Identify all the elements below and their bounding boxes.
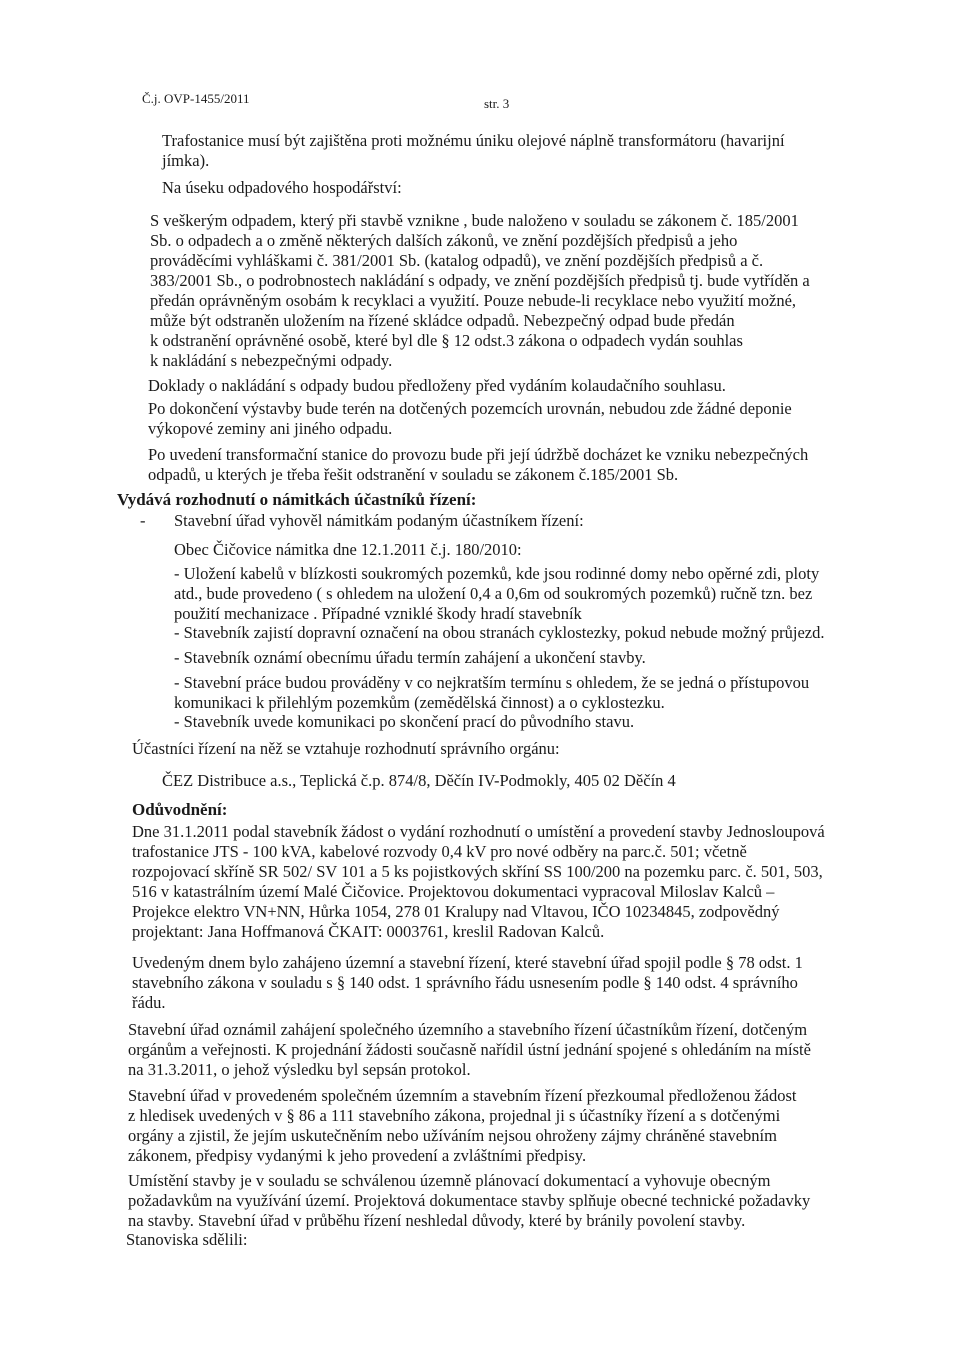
text-line: Po uvedení transformační stanice do provozu bude při její údržbě docházet ke vzniku nebezpečných xyxy=(148,445,809,464)
text-line: Uvedeným dnem bylo zahájeno územní a stavební řízení, které stavební úřad spojil podle § 78 odst. 1 xyxy=(132,953,803,972)
text-line: Účastníci řízení na něž se vztahuje rozhodnutí správního orgánu: xyxy=(132,739,560,758)
text-line: prováděcími vyhláškami č. 381/2001 Sb. (katalog odpadů), ve znění pozdějších předpisů a č. xyxy=(150,251,764,270)
text-line: Stavební úřad v provedeném společném územním a stavebním řízení přezkoumal předloženou žádost xyxy=(128,1086,797,1105)
text-line: rozpojovací skříně SR 502/ SV 101 a 5 ks pojistkových skříní SS 100/200 na pozemku parc. č. 501, 503, xyxy=(132,862,823,881)
objection-item-restore-road xyxy=(174,712,634,732)
paragraph-documents xyxy=(148,376,726,396)
text-line: - Stavebník oznámí obecnímu úřadu termín zahájení a ukončení stavby. xyxy=(174,648,646,667)
objection-item-cables xyxy=(174,564,819,624)
heading-justification: Odůvodnění: xyxy=(132,800,228,819)
text-line: 383/2001 Sb., o podrobnostech nakládání s odpady, ve znění pozdějších předpisů tj. bude vytříděn a xyxy=(150,271,810,290)
objection-item-works-duration xyxy=(174,673,809,713)
text-line: Obec Čičovice námitka dne 12.1.2011 č.j. 180/2010: xyxy=(174,540,522,559)
list-dash: - xyxy=(140,511,146,530)
paragraph-compliance xyxy=(128,1171,810,1231)
text-line: atd., bude provedeno ( s ohledem na uložení 0,4 a 0,6m od soukromých pozemků) ručně tzn. bez xyxy=(174,584,813,603)
paragraph-proceedings-started xyxy=(132,953,803,1013)
page-number: str. 3 xyxy=(484,96,510,111)
text-line: Po dokončení výstavby bude terén na dotčených pozemcích urovnán, nebudou zde žádné deponie xyxy=(148,399,792,418)
text-line: Projekce elektro VN+NN, Hůrka 1054, 278 01 Kralupy nad Vltavou, IČO 10234845, zodpovědný xyxy=(132,902,780,921)
text-line: 516 v katastrálním území Malé Čičovice. Projektovou dokumentaci vypracoval Miloslav Kalců – xyxy=(132,882,775,901)
text-line: Dne 31.1.2011 podal stavebník žádost o vydání rozhodnutí o umístění a provedení stavby Jednosloupová xyxy=(132,822,825,841)
text-line: řádu. xyxy=(132,993,166,1012)
text-line: předán oprávněným osobám k recyklaci a využití. Pouze nebude-li recyklace nebo využití možné, xyxy=(150,291,797,310)
text-line: na stavby. Stavební úřad v průběhu řízení neshledal důvody, které by bránily povolení stavby. xyxy=(128,1211,746,1230)
objection-item-notify-dates xyxy=(174,648,646,668)
paragraph-review xyxy=(128,1086,796,1166)
text-line: komunikaci k přilehlým pozemkům (zemědělská činnost) a o cyklostezku. xyxy=(174,693,665,712)
text-line: použití mechanizace . Případné vzniklé škody hradí stavebník xyxy=(174,604,582,623)
text-line: Stanoviska sdělili: xyxy=(126,1230,248,1249)
paragraph-municipality-objection xyxy=(174,540,522,560)
text-line: Doklady o nakládání s odpady budou předloženy před vydáním kolaudačního souhlasu. xyxy=(148,376,726,395)
heading-objections: Vydává rozhodnutí o námitkách účastníků řízení: xyxy=(117,490,477,509)
text-line: - Stavebník zajistí dopravní označení na obou stranách cyklostezky, pokud nebude možný průjezd. xyxy=(174,623,825,642)
text-line: - Uložení kabelů v blízkosti soukromých pozemků, kde jsou rodinné domy nebo opěrné zdi, ploty xyxy=(174,564,820,583)
text-line: orgánům a veřejnosti. K projednání žádosti současně nařídil ústní jednání spojené s ohledáním na místě xyxy=(128,1040,811,1059)
text-line: k nakládání s nebezpečnými odpady. xyxy=(150,351,393,370)
paragraph-application xyxy=(132,822,825,942)
text-line: - Stavební práce budou prováděny v co nejkratším termínu s ohledem, že se jedná o přístupovou xyxy=(174,673,810,692)
text-line: z hledisek uvedených v § 86 a 111 stavebního zákona, projednal ji s účastníky řízení a s dotčenými xyxy=(128,1106,781,1125)
paragraph-notification xyxy=(128,1020,811,1080)
paragraph-objections-intro xyxy=(174,511,584,531)
text-line: - Stavebník uvede komunikaci po skončení prací do původního stavu. xyxy=(174,712,635,731)
text-line: projektant: Jana Hoffmanová ČKAIT: 0003761, kreslil Radovan Kalců. xyxy=(132,922,605,941)
text-line: Na úseku odpadového hospodářství: xyxy=(162,178,402,197)
paragraph-waste xyxy=(150,211,810,371)
paragraph-after-completion xyxy=(148,399,792,439)
text-line: může být odstraněn uložením na řízené skládce odpadů. Nebezpečný odpad bude předán xyxy=(150,311,735,330)
text-line: S veškerým odpadem, který při stavbě vznikne , bude naloženo v souladu se zákonem č. 185/2001 xyxy=(150,211,799,230)
text-line: požadavkům na využívání území. Projektová dokumentace stavby splňuje obecné technické požadavky xyxy=(128,1191,811,1210)
text-line: výkopové zeminy ani jiného odpadu. xyxy=(148,419,393,438)
paragraph-after-commissioning xyxy=(148,445,808,485)
text-line: Umístění stavby je v souladu se schválenou územně plánovací dokumentací a vyhovuje obecným xyxy=(128,1171,771,1190)
reference-number: Č.j. OVP-1455/2011 xyxy=(142,91,250,106)
text-line: jímka). xyxy=(162,151,210,170)
text-line: odpadů, u kterých je třeba řešit odstranění v souladu se zákonem č.185/2001 Sb. xyxy=(148,465,679,484)
paragraph-transformer xyxy=(162,131,785,171)
text-line: zákonem, předpisy vydanými k jeho provedení a zvláštními předpisy. xyxy=(128,1146,587,1165)
text-line: Stavební úřad oznámil zahájení společného územního a stavebního řízení účastníkům řízení, dotčeným xyxy=(128,1020,808,1039)
text-line: Trafostanice musí být zajištěna proti možnému úniku olejové náplně transformátoru (havarijní xyxy=(162,131,785,150)
text-line: stavebního zákona v souladu s § 140 odst. 1 správního řádu usnesením podle § 140 odst. 4 správního xyxy=(132,973,798,992)
objection-item-traffic-signs xyxy=(174,623,825,643)
section-waste-heading xyxy=(162,178,402,198)
text-line: Stavební úřad vyhověl námitkám podaným účastníkem řízení: xyxy=(174,511,584,530)
text-line: na 31.3.2011, o jehož výsledku byl sepsán protokol. xyxy=(128,1060,471,1079)
text-line: orgány a zjistil, že jejím uskutečněním nebo užíváním nejsou ohroženy zájmy chráněné stavebním xyxy=(128,1126,777,1145)
text-line: trafostanice JTS - 100 kVA, kabelové rozvody 0,4 kV pro nové odběry na parc.č. 501; včetně xyxy=(132,842,747,861)
participant-address xyxy=(162,771,676,791)
text-line: Sb. o odpadech a o změně některých dalších zákonů, ve znění pozdějších předpisů a jeho xyxy=(150,231,738,250)
paragraph-opinions xyxy=(126,1230,247,1250)
text-line: ČEZ Distribuce a.s., Teplická č.p. 874/8, Děčín IV-Podmokly, 405 02 Děčín 4 xyxy=(162,771,676,790)
text-line: k odstranění oprávněné osobě, které byl dle § 12 odst.3 zákona o odpadech vydán souhlas xyxy=(150,331,743,350)
paragraph-participants xyxy=(132,739,560,759)
